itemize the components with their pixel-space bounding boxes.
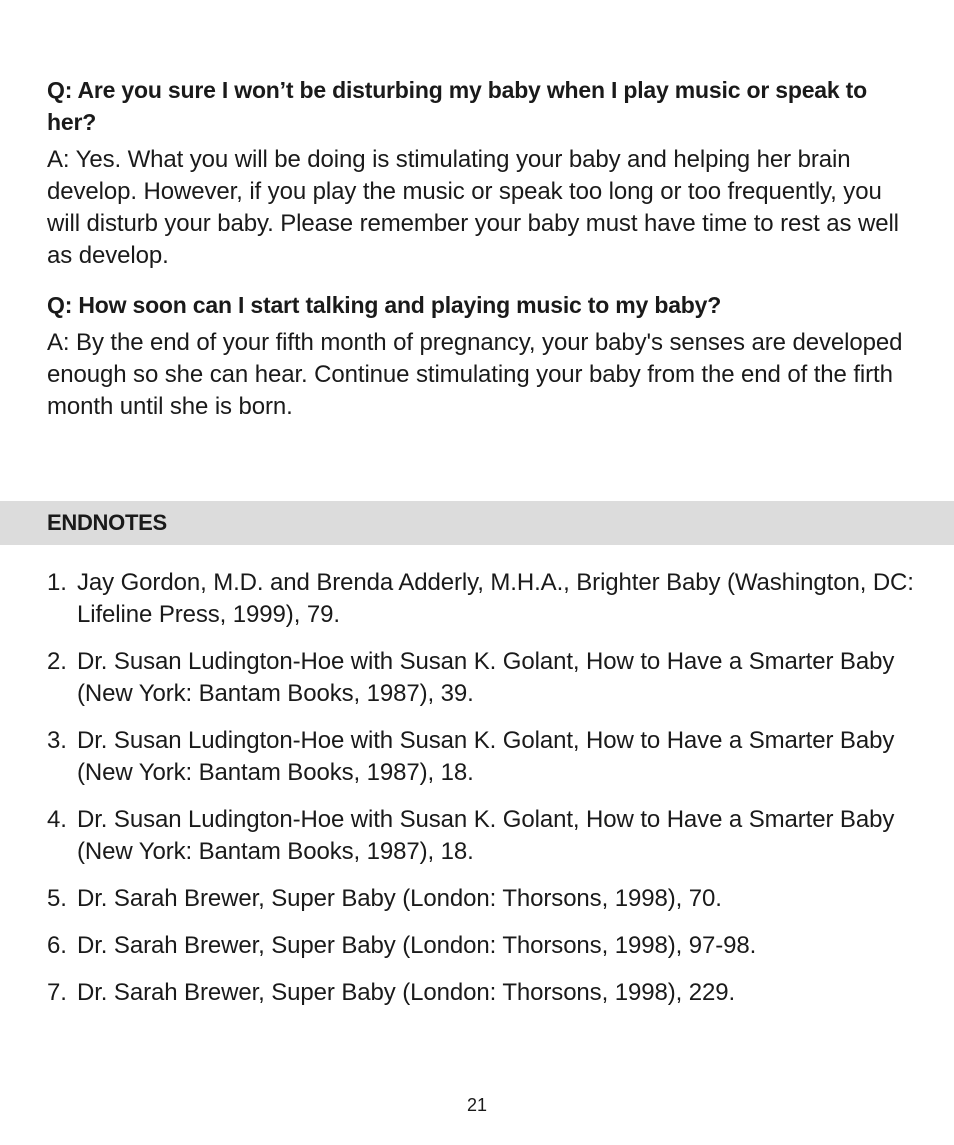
endnote-item xyxy=(47,567,927,631)
endnotes-header-bar xyxy=(0,501,954,545)
endnote-number: 7. xyxy=(47,979,67,1006)
faq-section xyxy=(47,74,917,423)
faq-answer: A: By the end of your fifth month of pregnancy, your baby's senses are developed enough so she can hear. Continue stimulating your baby from the end of the firth month until she is born. xyxy=(47,329,903,420)
endnote-number: 4. xyxy=(47,806,67,833)
faq-question: Q: How soon can I start talking and playing music to my baby? xyxy=(47,292,722,318)
endnote-number: 1. xyxy=(47,569,67,596)
endnote-item xyxy=(47,804,927,868)
endnote-text: Dr. Susan Ludington-Hoe with Susan K. Golant, How to Have a Smarter Baby (New York: Bantam Books, 1987), 39. xyxy=(77,648,895,707)
endnote-item xyxy=(47,883,927,915)
endnote-text: Dr. Sarah Brewer, Super Baby (London: Thorsons, 1998), 229. xyxy=(77,979,736,1006)
endnote-text: Jay Gordon, M.D. and Brenda Adderly, M.H.A., Brighter Baby (Washington, DC: Lifeline Press, 1999), 79. xyxy=(77,569,914,628)
endnote-text: Dr. Susan Ludington-Hoe with Susan K. Golant, How to Have a Smarter Baby (New York: Bantam Books, 1987), 18. xyxy=(77,727,895,786)
endnote-item xyxy=(47,930,927,962)
endnote-text: Dr. Sarah Brewer, Super Baby (London: Thorsons, 1998), 97-98. xyxy=(77,932,757,959)
endnote-number: 3. xyxy=(47,727,67,754)
faq-question: Q: Are you sure I won’t be disturbing my baby when I play music or speak to her? xyxy=(47,77,867,135)
endnote-number: 2. xyxy=(47,648,67,675)
faq-answer: A: Yes. What you will be doing is stimulating your baby and helping her brain develop. However, if you play the music or speak too long or too frequently, you will disturb your baby. Please remember your baby must have time to rest as well as develop. xyxy=(47,146,899,269)
faq-item xyxy=(47,74,917,272)
page-number: 21 xyxy=(466,1095,488,1115)
endnote-text: Dr. Susan Ludington-Hoe with Susan K. Golant, How to Have a Smarter Baby (New York: Bantam Books, 1987), 18. xyxy=(77,806,895,865)
endnote-item xyxy=(47,646,927,710)
endnote-number: 5. xyxy=(47,885,67,912)
endnote-item xyxy=(47,977,927,1009)
endnote-text: Dr. Sarah Brewer, Super Baby (London: Thorsons, 1998), 70. xyxy=(77,885,722,912)
endnote-number: 6. xyxy=(47,932,67,959)
endnote-item xyxy=(47,725,927,789)
endnotes-heading: ENDNOTES xyxy=(47,510,167,535)
faq-item xyxy=(47,289,917,423)
endnotes-list xyxy=(47,567,927,1024)
